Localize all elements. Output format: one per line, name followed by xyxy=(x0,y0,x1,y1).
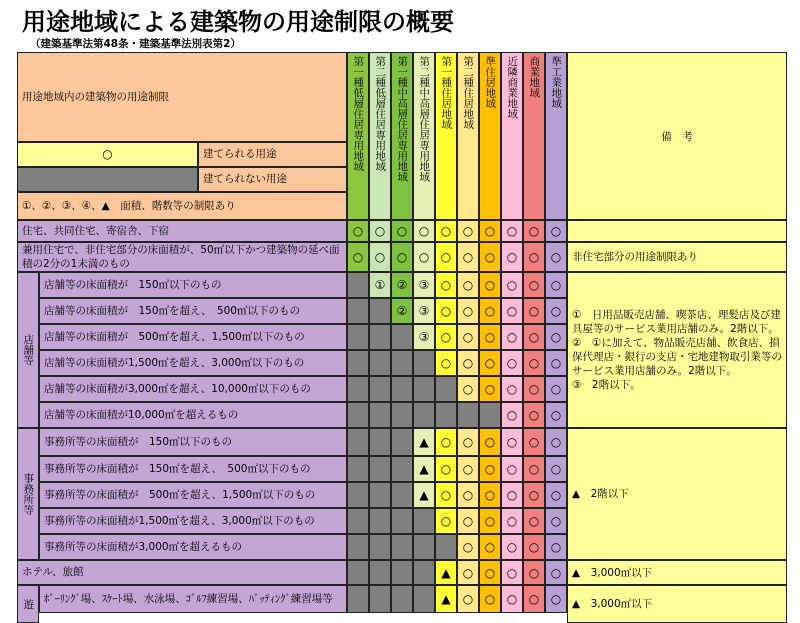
not-allowed-cell xyxy=(369,376,391,402)
not-allowed-cell xyxy=(413,402,435,428)
allowed-cell: ○ xyxy=(523,402,545,428)
zone-label: 第二種住居地域 xyxy=(462,56,475,130)
allowed-cell: ○ xyxy=(479,350,501,376)
not-allowed-cell xyxy=(391,350,413,376)
not-allowed-cell xyxy=(347,350,369,376)
not-allowed-cell xyxy=(435,402,457,428)
allowed-cell: ○ xyxy=(435,220,457,242)
row-label: 事務所等の床面積が1,500㎡を超え、3,000㎡以下のもの xyxy=(39,508,347,534)
not-allowed-cell xyxy=(347,482,369,508)
allowed-cell: ○ xyxy=(523,428,545,456)
allowed-cell: ○ xyxy=(457,585,479,613)
allowed-cell: ○ xyxy=(457,560,479,585)
allowed-cell: ○ xyxy=(457,428,479,456)
legend-symbol-allowed: ○ xyxy=(17,142,198,167)
not-allowed-cell xyxy=(391,482,413,508)
note-offices: ▲ 2階以下 xyxy=(567,428,787,560)
allowed-cell: ○ xyxy=(523,298,545,324)
not-allowed-cell xyxy=(347,428,369,456)
allowed-cell: ○ xyxy=(479,456,501,482)
allowed-cell: ○ xyxy=(501,242,523,272)
group-recreation-label: 遊 xyxy=(22,598,35,610)
allowed-cell: ○ xyxy=(457,508,479,534)
allowed-cell: ○ xyxy=(479,272,501,298)
allowed-cell: ○ xyxy=(457,376,479,402)
allowed-cell: ○ xyxy=(479,376,501,402)
allowed-cell: ○ xyxy=(523,508,545,534)
allowed-cell: ○ xyxy=(413,220,435,242)
not-allowed-cell xyxy=(369,508,391,534)
allowed-cell: ▲ xyxy=(435,585,457,613)
allowed-cell: ○ xyxy=(457,482,479,508)
page-title: 用途地域による建築物の用途制限の概要 xyxy=(22,8,454,36)
allowed-cell: ▲ xyxy=(413,482,435,508)
not-allowed-cell xyxy=(391,402,413,428)
allowed-cell: ○ xyxy=(435,456,457,482)
allowed-cell: ○ xyxy=(545,428,567,456)
allowed-cell: ○ xyxy=(435,242,457,272)
allowed-cell: ○ xyxy=(435,324,457,350)
allowed-cell: ○ xyxy=(435,350,457,376)
allowed-cell: ○ xyxy=(435,272,457,298)
allowed-cell: ○ xyxy=(523,242,545,272)
allowed-cell: ○ xyxy=(479,508,501,534)
page-subtitle: （建築基準法第48条・建築基準法別表第2） xyxy=(30,38,241,50)
not-allowed-cell xyxy=(391,428,413,456)
zone-label: 第二種低層住居専用地域 xyxy=(374,56,387,172)
not-allowed-cell xyxy=(369,560,391,585)
allowed-cell: ○ xyxy=(545,508,567,534)
row-label: 店舗等の床面積が 150㎡以下のもの xyxy=(39,272,347,298)
zone-label: 第二種中高層住居専用地域 xyxy=(418,56,431,182)
allowed-cell: ○ xyxy=(435,482,457,508)
allowed-cell: ○ xyxy=(523,560,545,585)
not-allowed-cell xyxy=(347,402,369,428)
allowed-cell: ○ xyxy=(501,272,523,298)
allowed-cell: ○ xyxy=(391,220,413,242)
allowed-cell: ○ xyxy=(347,220,369,242)
row-label: 店舗等の床面積が3,000㎡を超え、10,000㎡以下のもの xyxy=(39,376,347,402)
zone-header-9 xyxy=(523,52,545,220)
usage-restriction-table xyxy=(17,52,787,612)
allowed-cell: ○ xyxy=(479,585,501,613)
zone-header-1 xyxy=(347,52,369,220)
allowed-cell: ○ xyxy=(501,428,523,456)
zone-header-8 xyxy=(501,52,523,220)
allowed-cell: ○ xyxy=(523,534,545,560)
note-kenyo: 非住宅部分の用途制限あり xyxy=(567,242,787,272)
not-allowed-cell xyxy=(413,560,435,585)
not-allowed-cell xyxy=(413,508,435,534)
allowed-cell: ○ xyxy=(347,242,369,272)
not-allowed-cell xyxy=(369,456,391,482)
legend-restriction-note: ①、②、③、④、▲ 面積、階数等の制限あり xyxy=(17,192,347,220)
zone-label: 第一種低層住居専用地域 xyxy=(352,56,365,172)
allowed-cell: ○ xyxy=(545,402,567,428)
allowed-cell: ○ xyxy=(545,298,567,324)
allowed-cell: ○ xyxy=(545,560,567,585)
allowed-cell: ○ xyxy=(545,220,567,242)
zone-header-7 xyxy=(479,52,501,220)
legend-swatch-not-allowed xyxy=(17,167,198,192)
row-label: ホテル、旅館 xyxy=(17,560,347,585)
allowed-cell: ○ xyxy=(457,456,479,482)
not-allowed-cell xyxy=(347,585,369,613)
note-empty xyxy=(567,220,787,242)
zone-header-10 xyxy=(545,52,567,220)
allowed-cell: ▲ xyxy=(413,456,435,482)
note-shops: ① 日用品販売店舗、喫茶店、理髪店及び建具屋等のサービス業用店舗のみ。2階以下。 ② ①に加えて、物品販売店舗、飲食店、損保代理店・銀行の支店・宅地建物取引業等のサービス業用店舗のみ。2階以下。 ③ 2階以下。 xyxy=(567,272,787,428)
not-allowed-cell xyxy=(347,508,369,534)
not-allowed-cell xyxy=(347,560,369,585)
not-allowed-cell xyxy=(369,482,391,508)
zone-header-6 xyxy=(457,52,479,220)
zone-label: 第一種中高層住居専用地域 xyxy=(396,56,409,182)
allowed-cell: ○ xyxy=(457,324,479,350)
not-allowed-cell xyxy=(391,376,413,402)
allowed-cell: ○ xyxy=(457,220,479,242)
zone-label: 準住居地域 xyxy=(484,56,497,109)
not-allowed-cell xyxy=(347,324,369,350)
allowed-cell: ○ xyxy=(435,508,457,534)
allowed-cell: ▲ xyxy=(413,428,435,456)
not-allowed-cell xyxy=(369,350,391,376)
allowed-cell: ○ xyxy=(523,220,545,242)
not-allowed-cell xyxy=(391,456,413,482)
not-allowed-cell xyxy=(369,402,391,428)
allowed-cell: ○ xyxy=(479,560,501,585)
row-label: 店舗等の床面積が 500㎡を超え、1,500㎡以下のもの xyxy=(39,324,347,350)
row-label: 事務所等の床面積が 150㎡を超え、 500㎡以下のもの xyxy=(39,456,347,482)
allowed-cell: ○ xyxy=(545,324,567,350)
allowed-cell: ○ xyxy=(479,298,501,324)
zone-label: 商業地域 xyxy=(528,56,541,98)
zone-label: 近隣商業地域 xyxy=(506,56,519,119)
allowed-cell: ○ xyxy=(501,324,523,350)
not-allowed-cell xyxy=(347,456,369,482)
not-allowed-cell xyxy=(369,298,391,324)
note-hotel: ▲ 3,000㎡以下 xyxy=(567,560,787,585)
allowed-cell: ○ xyxy=(501,482,523,508)
allowed-cell: ○ xyxy=(545,272,567,298)
allowed-cell: ○ xyxy=(501,350,523,376)
allowed-cell: ② xyxy=(391,298,413,324)
allowed-cell: ○ xyxy=(391,242,413,272)
allowed-cell: ▲ xyxy=(435,560,457,585)
allowed-cell: ○ xyxy=(479,324,501,350)
allowed-cell: ○ xyxy=(523,456,545,482)
allowed-cell: ○ xyxy=(545,350,567,376)
not-allowed-cell xyxy=(413,534,435,560)
allowed-cell: ○ xyxy=(501,560,523,585)
allowed-cell: ○ xyxy=(523,324,545,350)
allowed-cell: ○ xyxy=(435,298,457,324)
row-label: 事務所等の床面積が 150㎡以下のもの xyxy=(39,428,347,456)
row-label: 店舗等の床面積が10,000㎡を超えるもの xyxy=(39,402,347,428)
allowed-cell: ○ xyxy=(457,298,479,324)
allowed-cell: ○ xyxy=(457,242,479,272)
not-allowed-cell xyxy=(347,376,369,402)
allowed-cell: ○ xyxy=(479,220,501,242)
allowed-cell: ○ xyxy=(523,585,545,613)
not-allowed-cell xyxy=(369,428,391,456)
not-allowed-cell xyxy=(391,534,413,560)
allowed-cell: ③ xyxy=(413,324,435,350)
group-offices xyxy=(17,428,39,560)
allowed-cell: ○ xyxy=(479,428,501,456)
allowed-cell: ○ xyxy=(369,220,391,242)
allowed-cell: ○ xyxy=(457,272,479,298)
allowed-cell: ① xyxy=(369,272,391,298)
allowed-cell: ○ xyxy=(457,534,479,560)
allowed-cell: ○ xyxy=(545,534,567,560)
allowed-cell: ③ xyxy=(413,298,435,324)
allowed-cell: ○ xyxy=(501,534,523,560)
group-shops xyxy=(17,272,39,428)
group-recreation xyxy=(17,585,39,623)
group-offices-label: 事務所等 xyxy=(22,473,35,515)
allowed-cell: ○ xyxy=(435,428,457,456)
allowed-cell: ○ xyxy=(501,376,523,402)
biko-header xyxy=(567,52,787,220)
biko-label: 備 考 xyxy=(661,131,693,143)
allowed-cell: ○ xyxy=(501,220,523,242)
not-allowed-cell xyxy=(369,585,391,613)
not-allowed-cell xyxy=(369,534,391,560)
not-allowed-cell xyxy=(413,350,435,376)
header-main-label: 用途地域内の建築物の用途制限 xyxy=(17,52,347,142)
zone-header-3 xyxy=(391,52,413,220)
allowed-cell: ○ xyxy=(413,242,435,272)
not-allowed-cell xyxy=(413,376,435,402)
row-label: 住宅、共同住宅、寄宿舎、下宿 xyxy=(17,220,347,242)
allowed-cell: ○ xyxy=(479,242,501,272)
allowed-cell: ○ xyxy=(545,376,567,402)
row-label: 兼用住宅で、非住宅部分の床面積が、50㎡以下かつ建築物の延べ面積の2分の1未満のもの xyxy=(17,242,347,272)
allowed-cell: ○ xyxy=(479,482,501,508)
allowed-cell: ○ xyxy=(523,376,545,402)
allowed-cell: ③ xyxy=(413,272,435,298)
not-allowed-cell xyxy=(435,534,457,560)
allowed-cell: ○ xyxy=(523,272,545,298)
not-allowed-cell xyxy=(347,272,369,298)
not-allowed-cell xyxy=(347,298,369,324)
legend-text-allowed: 建てられる用途 xyxy=(198,142,347,167)
zone-header-2 xyxy=(369,52,391,220)
row-label: ﾎﾞｰﾘﾝｸﾞ場、ｽｹｰﾄ場、水泳場、ｺﾞﾙﾌ練習場、ﾊﾞｯﾃｨﾝｸﾞ練習場等 xyxy=(39,585,347,613)
allowed-cell: ○ xyxy=(545,242,567,272)
not-allowed-cell xyxy=(391,508,413,534)
legend-text-not-allowed: 建てられない用途 xyxy=(198,167,347,192)
not-allowed-cell xyxy=(413,585,435,613)
not-allowed-cell xyxy=(479,402,501,428)
allowed-cell: ○ xyxy=(479,534,501,560)
not-allowed-cell xyxy=(369,324,391,350)
not-allowed-cell xyxy=(435,376,457,402)
allowed-cell: ○ xyxy=(369,242,391,272)
allowed-cell: ○ xyxy=(523,482,545,508)
not-allowed-cell xyxy=(391,560,413,585)
allowed-cell: ○ xyxy=(501,298,523,324)
row-label: 店舗等の床面積が1,500㎡を超え、3,000㎡以下のもの xyxy=(39,350,347,376)
allowed-cell: ② xyxy=(391,272,413,298)
zone-header-5 xyxy=(435,52,457,220)
row-label: 店舗等の床面積が 150㎡を超え、 500㎡以下のもの xyxy=(39,298,347,324)
not-allowed-cell xyxy=(347,534,369,560)
row-label: 事務所等の床面積が 500㎡を超え、1,500㎡以下のもの xyxy=(39,482,347,508)
allowed-cell: ○ xyxy=(457,350,479,376)
allowed-cell: ○ xyxy=(545,456,567,482)
zone-header-4 xyxy=(413,52,435,220)
row-label: 事務所等の床面積が3,000㎡を超えるもの xyxy=(39,534,347,560)
not-allowed-cell xyxy=(391,324,413,350)
not-allowed-cell xyxy=(391,585,413,613)
allowed-cell: ○ xyxy=(545,482,567,508)
note-recreation: ▲ 3,000㎡以下 xyxy=(567,585,787,623)
allowed-cell: ○ xyxy=(545,585,567,613)
group-shops-label: 店舗等 xyxy=(22,334,35,366)
allowed-cell: ○ xyxy=(501,508,523,534)
allowed-cell: ○ xyxy=(501,585,523,613)
not-allowed-cell xyxy=(457,402,479,428)
allowed-cell: ○ xyxy=(501,456,523,482)
zone-label: 第一種住居地域 xyxy=(440,56,453,130)
allowed-cell: ○ xyxy=(523,350,545,376)
zone-label: 準工業地域 xyxy=(550,56,563,109)
allowed-cell: ○ xyxy=(501,402,523,428)
